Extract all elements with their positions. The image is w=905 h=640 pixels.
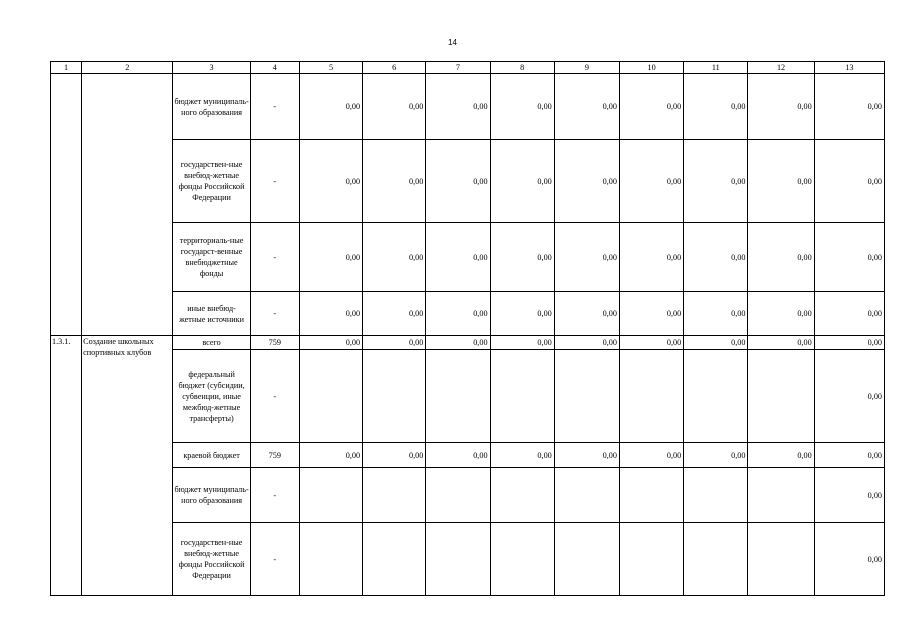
amount-cell: 0,00 [748, 336, 814, 350]
amount-cell: 0,00 [814, 140, 884, 223]
amount-cell: 0,00 [554, 223, 619, 292]
measure-number-cell [51, 74, 82, 336]
column-4-cell: 759 [250, 336, 299, 350]
funding-source-cell: бюджет муниципаль-ного образования [173, 468, 250, 523]
amount-cell [684, 468, 748, 523]
column-header-9: 9 [554, 62, 619, 74]
amount-cell: 0,00 [299, 223, 362, 292]
header-row [51, 62, 885, 74]
amount-cell: 0,00 [554, 140, 619, 223]
amount-cell [619, 468, 683, 523]
amount-cell: 0,00 [299, 140, 362, 223]
amount-cell: 0,00 [619, 336, 683, 350]
amount-cell [554, 350, 619, 443]
amount-cell: 0,00 [814, 336, 884, 350]
table-row [51, 468, 885, 523]
amount-cell: 0,00 [748, 74, 814, 140]
amount-cell: 0,00 [490, 336, 554, 350]
table-row [51, 350, 885, 443]
amount-cell [619, 350, 683, 443]
amount-cell [684, 350, 748, 443]
column-4-cell: - [250, 74, 299, 140]
amount-cell [490, 523, 554, 596]
amount-cell [748, 350, 814, 443]
amount-cell [426, 350, 490, 443]
amount-cell: 0,00 [426, 140, 490, 223]
amount-cell: 0,00 [490, 292, 554, 336]
amount-cell [299, 350, 362, 443]
amount-cell [299, 523, 362, 596]
column-4-cell: - [250, 523, 299, 596]
column-header-8: 8 [490, 62, 554, 74]
amount-cell: 0,00 [554, 336, 619, 350]
amount-cell [554, 523, 619, 596]
amount-cell: 0,00 [684, 292, 748, 336]
column-4-cell: - [250, 350, 299, 443]
column-header-2: 2 [82, 62, 173, 74]
amount-cell: 0,00 [363, 223, 426, 292]
amount-cell: 0,00 [684, 74, 748, 140]
amount-cell: 0,00 [426, 443, 490, 468]
table-row [51, 292, 885, 336]
table-row [51, 74, 885, 140]
amount-cell: 0,00 [426, 292, 490, 336]
amount-cell: 0,00 [748, 223, 814, 292]
amount-cell: 0,00 [814, 523, 884, 596]
table-row [51, 336, 885, 350]
amount-cell: 0,00 [554, 74, 619, 140]
amount-cell: 0,00 [684, 140, 748, 223]
table-row [51, 523, 885, 596]
amount-cell: 0,00 [426, 336, 490, 350]
funding-source-cell: государствен-ные внебюд-жетные фонды Российской Федерации [173, 523, 250, 596]
column-header-13: 13 [814, 62, 884, 74]
column-header-1: 1 [51, 62, 82, 74]
measure-name-cell [82, 74, 173, 336]
amount-cell [619, 523, 683, 596]
amount-cell: 0,00 [299, 292, 362, 336]
table-row [51, 140, 885, 223]
amount-cell: 0,00 [490, 223, 554, 292]
amount-cell: 0,00 [363, 336, 426, 350]
amount-cell: 0,00 [363, 74, 426, 140]
column-4-cell: - [250, 292, 299, 336]
amount-cell: 0,00 [619, 223, 683, 292]
amount-cell: 0,00 [814, 443, 884, 468]
amount-cell: 0,00 [490, 443, 554, 468]
amount-cell [363, 523, 426, 596]
column-4-cell: - [250, 468, 299, 523]
amount-cell: 0,00 [363, 292, 426, 336]
column-4-cell: - [250, 223, 299, 292]
amount-cell: 0,00 [748, 140, 814, 223]
amount-cell: 0,00 [619, 140, 683, 223]
amount-cell: 0,00 [490, 140, 554, 223]
amount-cell: 0,00 [748, 292, 814, 336]
amount-cell [554, 468, 619, 523]
amount-cell: 0,00 [814, 292, 884, 336]
table-row [51, 223, 885, 292]
column-header-7: 7 [426, 62, 490, 74]
column-header-11: 11 [684, 62, 748, 74]
amount-cell: 0,00 [619, 74, 683, 140]
amount-cell: 0,00 [363, 443, 426, 468]
amount-cell: 0,00 [299, 336, 362, 350]
page-number: 14 [448, 38, 457, 47]
amount-cell: 0,00 [426, 74, 490, 140]
amount-cell [748, 523, 814, 596]
column-header-10: 10 [619, 62, 683, 74]
amount-cell: 0,00 [684, 336, 748, 350]
amount-cell [490, 350, 554, 443]
amount-cell [426, 468, 490, 523]
amount-cell: 0,00 [299, 74, 362, 140]
amount-cell: 0,00 [684, 223, 748, 292]
amount-cell [426, 523, 490, 596]
amount-cell: 0,00 [299, 443, 362, 468]
amount-cell: 0,00 [684, 443, 748, 468]
amount-cell: 0,00 [748, 443, 814, 468]
amount-cell: 0,00 [814, 223, 884, 292]
amount-cell: 0,00 [554, 443, 619, 468]
column-header-12: 12 [748, 62, 814, 74]
funding-source-cell: федеральный бюджет (субсидии, субвенции, иные межбюд-жетные трансферты) [173, 350, 250, 443]
amount-cell: 0,00 [814, 350, 884, 443]
column-4-cell: - [250, 140, 299, 223]
amount-cell [490, 468, 554, 523]
funding-source-cell: краевой бюджет [173, 443, 250, 468]
column-4-cell: 759 [250, 443, 299, 468]
amount-cell: 0,00 [814, 468, 884, 523]
measure-number-cell: 1.3.1. [51, 336, 82, 596]
funding-source-cell: бюджет муниципаль-ного образования [173, 74, 250, 140]
amount-cell [363, 468, 426, 523]
amount-cell: 0,00 [554, 292, 619, 336]
amount-cell [748, 468, 814, 523]
funding-source-cell: территориаль-ные государст-венные внебюджетные фонды [173, 223, 250, 292]
amount-cell: 0,00 [426, 223, 490, 292]
measure-name-cell: Создание школьных спортивных клубов [82, 336, 173, 596]
amount-cell: 0,00 [619, 443, 683, 468]
column-header-6: 6 [363, 62, 426, 74]
amount-cell [299, 468, 362, 523]
funding-source-cell: государствен-ные внебюд-жетные фонды Российской Федерации [173, 140, 250, 223]
amount-cell [684, 523, 748, 596]
amount-cell [363, 350, 426, 443]
column-header-3: 3 [173, 62, 250, 74]
column-header-4: 4 [250, 62, 299, 74]
amount-cell: 0,00 [619, 292, 683, 336]
amount-cell: 0,00 [814, 74, 884, 140]
funding-source-cell: всего [173, 336, 250, 350]
budget-table [50, 61, 885, 596]
table-row [51, 443, 885, 468]
amount-cell: 0,00 [490, 74, 554, 140]
funding-source-cell: иные внебюд-жетные источники [173, 292, 250, 336]
column-header-5: 5 [299, 62, 362, 74]
amount-cell: 0,00 [363, 140, 426, 223]
